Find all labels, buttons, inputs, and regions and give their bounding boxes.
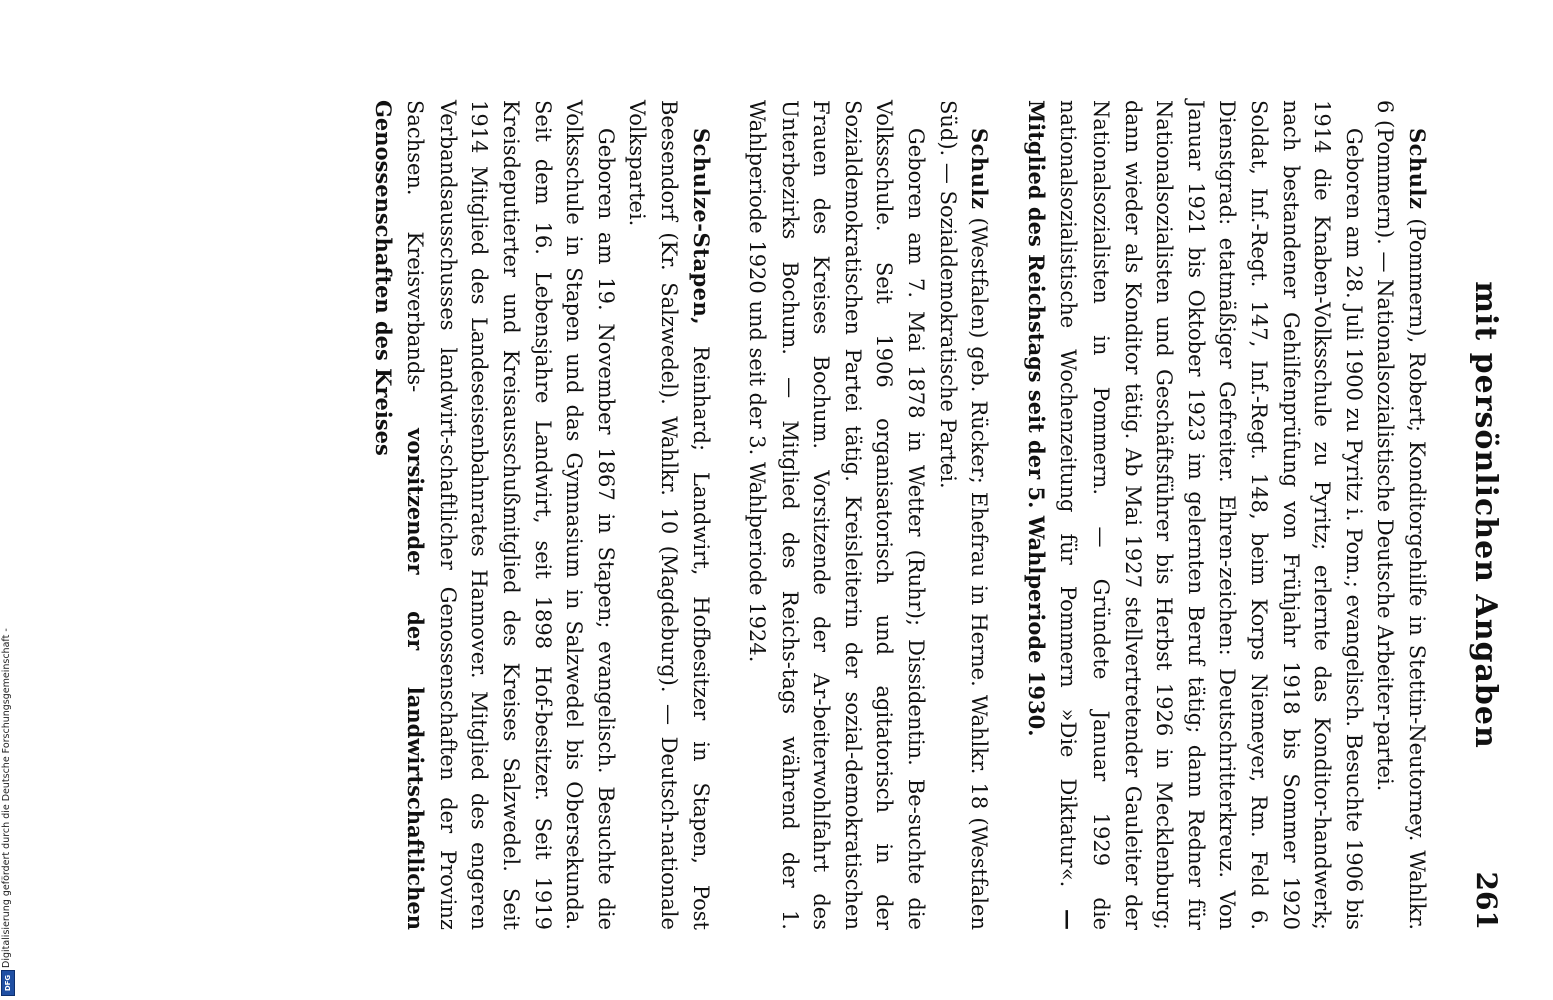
entry-heading-text: (Pommern), Robert; Konditorgehilfe in Stettin-Neutorney. Wahlkr. 6 (Pommern). — Nationalsozialistische Deutsche Arbeiter-partei. [1373,100,1429,930]
entry-name: Schulze-Stapen, [688,128,714,326]
biography-entry [741,100,996,930]
entry-heading [621,100,717,930]
entry-biography [366,100,621,930]
entry-biography-bold-text: vorsitzender der landwirtschaftlichen Genossenschaften des Kreises [370,100,429,930]
dfg-logo-icon [1,970,15,996]
biography-entry [1019,100,1433,930]
page-body [342,100,1433,930]
entry-heading [931,100,995,930]
page-number: 261 [1470,871,1503,930]
entry-biography-bold-text: — Mitglied des Reichstags seit der 5. Wahlperiode 1930. [1023,100,1082,931]
entry-biography-text: Geboren am 7. Mai 1878 in Wetter (Ruhr); Dissidentin. Be-suchte die Volksschule. Seit 1906 organisatorisch und agitatorisch in der Sozialdemokratischen Partei tätig. Kreisleiterin der sozial-demokratischen Frauen des Kreises Bochum. Vorsitzende der Ar-beiterwohlfahrt des Unterbezirks Bochum. — Mitglied des Reichs-tags während der 1. Wahlperiode 1920 und seit der 3. Wahlperiode 1924. [745,100,929,930]
entry-heading-text: Reinhard; Landwirt, Hofbesitzer in Stapen, Post Beesendorf (Kr. Salzwedel). Wahlkr. 10 (Magdeburg). — Deutsch-nationale Volkspartei. [625,100,713,930]
credit-text: Digitalisierung gefördert durch die Deutsche Forschungsgemeinschaft - [1,628,12,968]
entry-biography-text: Geboren am 28. Juli 1900 zu Pyritz i. Pom.; evangelisch. Besuchte 1906 bis 1914 die Knaben-Volksschule zu Pyritz; erlernte das Konditor-handwerk; nach bestandener Gehilfenprüfung von Frühjahr 1918 bis Sommer 1920 Soldat, Inf.-Regt. 147, Inf.-Regt. 148, beim Korps Niemeyer, Rm. Feld 6. Dienstgrad: etatmäßiger Gefreiter. Ehren-zeichen: Deutschritterkreuz. Von Januar 1921 bis Oktober 1923 im gelernten Beruf tätig; dann Redner für Nationalsozialisten und Geschäftsführer bis Herbst 1926 in Mecklenburg; dann wieder als Konditor tätig. Ab Mai 1927 stellvertretender Gauleiter der Nationalsozialisten in Pommern. — Gründete Januar 1929 die nationalsozialistische Wochenzeitung für Pommern »Die Diktatur«. [1056,100,1366,930]
entry-biography [1019,100,1369,930]
entry-biography [741,100,932,930]
digitization-credit [0,0,14,1000]
entry-biography-text: Geboren am 19. November 1867 in Stapen; evangelisch. Besuchte die Volksschule in Stapen und das Gymnasium in Salzwedel bis Obersekunda. Seit dem 16. Lebensjahre Landwirt, seit 1898 Hof-besitzer. Seit 1919 Kreisdeputierter und Kreisausschußmitglied des Kreises Salzwedel. Seit 1914 Mitglied des Landeseisenbahnrates Hannover. Mitglied des engeren Verbandsausschusses landwirt-schaftlicher Genossenschaften der Provinz Sachsen. Kreisverbands- [403,100,618,930]
entry-heading-text: (Westfalen) geb. Rücker; Ehefrau in Herne. Wahlkr. 18 (Westfalen Süd). — Sozialdemokratische Partei. [935,100,992,930]
dfg-logo-text: DFG [4,974,12,992]
entry-heading [1369,100,1433,930]
entry-name: Schulz [967,128,993,210]
biography-entry [366,100,717,930]
entry-name: Schulz [1405,128,1430,210]
running-head: mit persönlichen Angaben [1468,281,1503,749]
page-header [1469,100,1503,930]
